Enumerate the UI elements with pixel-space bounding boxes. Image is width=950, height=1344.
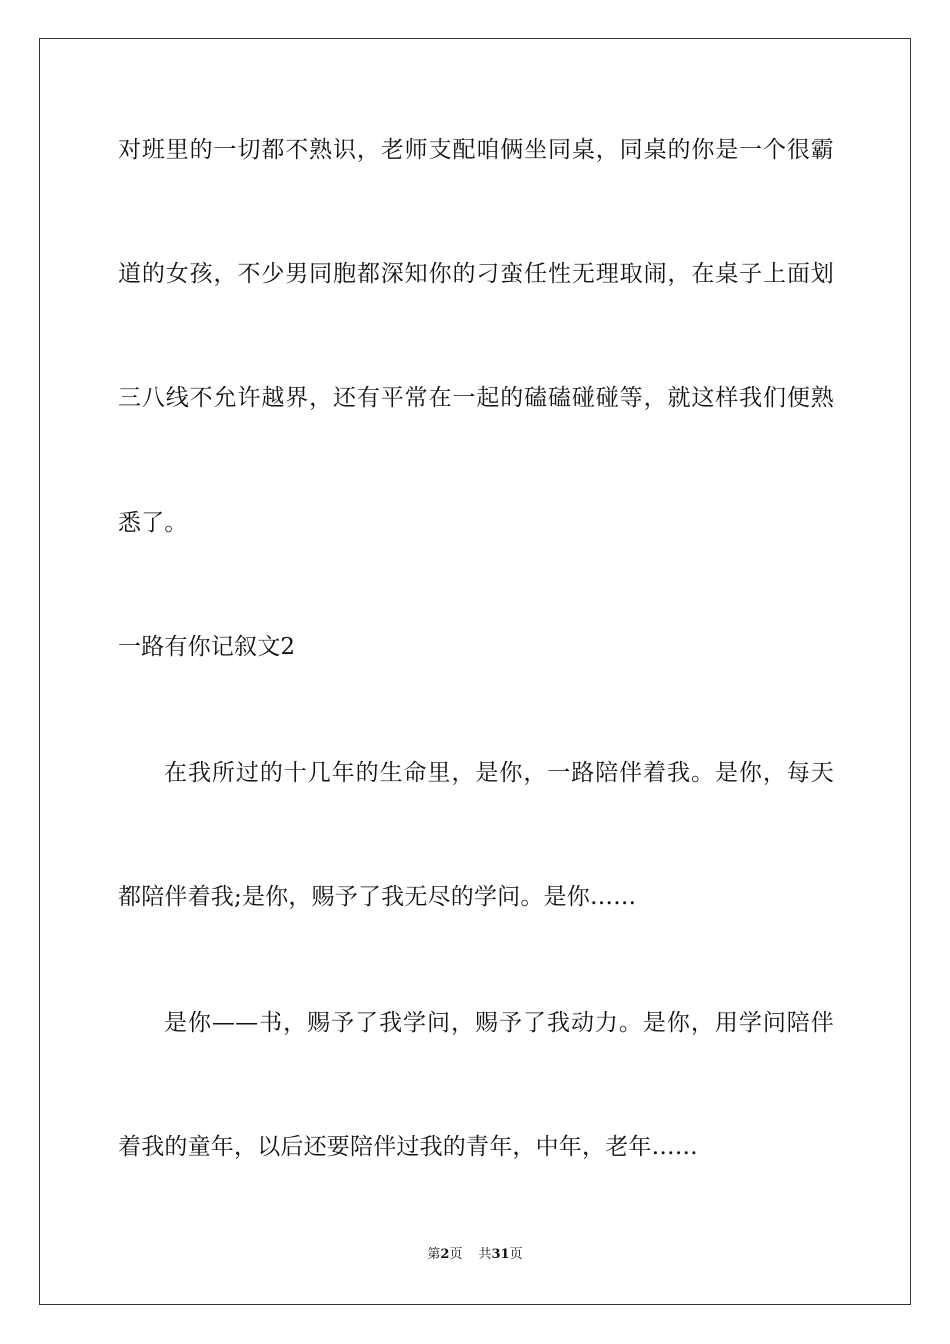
footer-prefix: 第 — [427, 1247, 441, 1262]
footer-total-pages: 31 — [491, 1247, 510, 1262]
body-line-4: 悉了。 — [118, 510, 188, 536]
footer-page-suffix: 页 — [449, 1247, 463, 1262]
body-line-3: 三八线不允许越界，还有平常在一起的磕磕碰碰等，就这样我们便熟 — [118, 385, 834, 411]
para2-line-1: 在我所过的十几年的生命里，是你，一路陪伴着我。是你，每天 — [164, 760, 834, 786]
footer-total-suffix: 页 — [509, 1247, 523, 1262]
para2-line-2: 都陪伴着我;是你，赐予了我无尽的学问。是你…… — [118, 884, 637, 910]
footer-page-number: 2 — [440, 1247, 450, 1262]
page-footer — [0, 1246, 950, 1264]
para3-line-2: 着我的童年，以后还要陪伴过我的青年，中年，老年…… — [118, 1134, 698, 1160]
body-line-2: 道的女孩，不少男同胞都深知你的刁蛮任性无理取闹，在桌子上面划 — [118, 261, 834, 287]
para3-line-1: 是你——书，赐予了我学问，赐予了我动力。是你，用学问陪伴 — [164, 1010, 834, 1036]
body-line-1: 对班里的一切都不熟识，老师支配咱俩坐同桌，同桌的你是一个很霸 — [118, 137, 834, 163]
footer-total-prefix: 共 — [478, 1247, 492, 1262]
section-heading: 一路有你记叙文2 — [118, 634, 296, 660]
page-border — [39, 38, 911, 1305]
